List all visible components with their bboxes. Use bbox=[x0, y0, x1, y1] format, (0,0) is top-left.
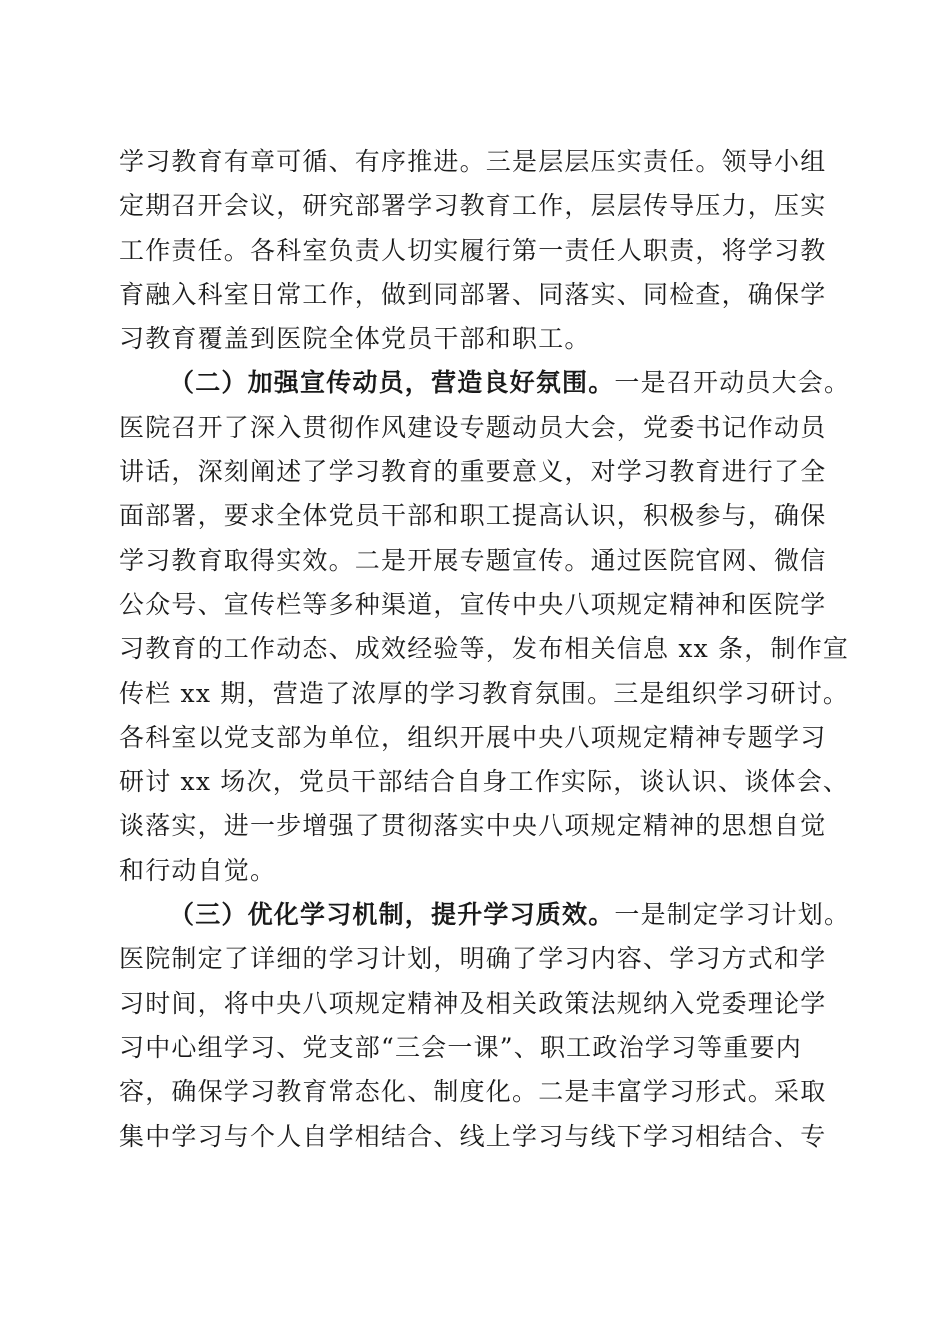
text-line: 习教育覆盖到医院全体党员干部和职工。 bbox=[119, 324, 591, 354]
text-line: 习时间，将中央八项规定精神及相关政策法规纳入党委理论学 bbox=[119, 988, 827, 1018]
text-line: 容，确保学习教育常态化、制度化。二是丰富学习形式。采取 bbox=[119, 1077, 827, 1107]
text-line: 学习教育取得实效。二是开展专题宣传。通过医院官网、微信 bbox=[119, 545, 827, 575]
text-line: 医院制定了详细的学习计划，明确了学习内容、学习方式和学 bbox=[119, 944, 827, 974]
text-line: 谈落实，进一步增强了贯彻落实中央八项规定精神的思想自觉 bbox=[119, 811, 827, 841]
text-line: 习中心组学习、党支部“三会一课”、职工政治学习等重要内 bbox=[119, 1032, 802, 1062]
text-line: 习教育的工作动态、成效经验等，发布相关信息 xx 条，制作宣 bbox=[119, 634, 850, 664]
section-heading: （二）加强宣传动员，营造良好氛围。 bbox=[169, 368, 615, 398]
section-heading-line bbox=[119, 361, 851, 405]
text-line: 和行动自觉。 bbox=[119, 855, 277, 885]
text-line: 定期召开会议，研究部署学习教育工作，层层传导压力，压实 bbox=[119, 191, 827, 221]
section-heading-line bbox=[119, 893, 851, 937]
text-line: 医院召开了深入贯彻作风建设专题动员大会，党委书记作动员 bbox=[119, 412, 827, 442]
text-line: 育融入科室日常工作，做到同部署、同落实、同检查，确保学 bbox=[119, 279, 827, 309]
text-line: 研讨 xx 场次，党员干部结合自身工作实际，谈认识、谈体会、 bbox=[119, 767, 850, 797]
section-heading: （三）优化学习机制，提升学习质效。 bbox=[169, 900, 615, 930]
text-segment: 一是召开动员大会。 bbox=[614, 368, 851, 398]
body-text bbox=[119, 140, 851, 1159]
text-line: 各科室以党支部为单位，组织开展中央八项规定精神专题学习 bbox=[119, 722, 827, 752]
text-line: 传栏 xx 期，营造了浓厚的学习教育氛围。三是组织学习研讨。 bbox=[119, 678, 850, 708]
text-line: 工作责任。各科室负责人切实履行第一责任人职责，将学习教 bbox=[119, 235, 827, 265]
text-line: 面部署，要求全体党员干部和职工提高认识，积极参与，确保 bbox=[119, 501, 827, 531]
text-segment: 一是制定学习计划。 bbox=[614, 900, 851, 930]
text-line: 公众号、宣传栏等多种渠道，宣传中央八项规定精神和医院学 bbox=[119, 589, 827, 619]
text-line: 集中学习与个人自学相结合、线上学习与线下学习相结合、专 bbox=[119, 1121, 827, 1151]
text-line: 学习教育有章可循、有序推进。三是层层压实责任。领导小组 bbox=[119, 147, 827, 176]
text-line: 讲话，深刻阐述了学习教育的重要意义，对学习教育进行了全 bbox=[119, 457, 827, 487]
